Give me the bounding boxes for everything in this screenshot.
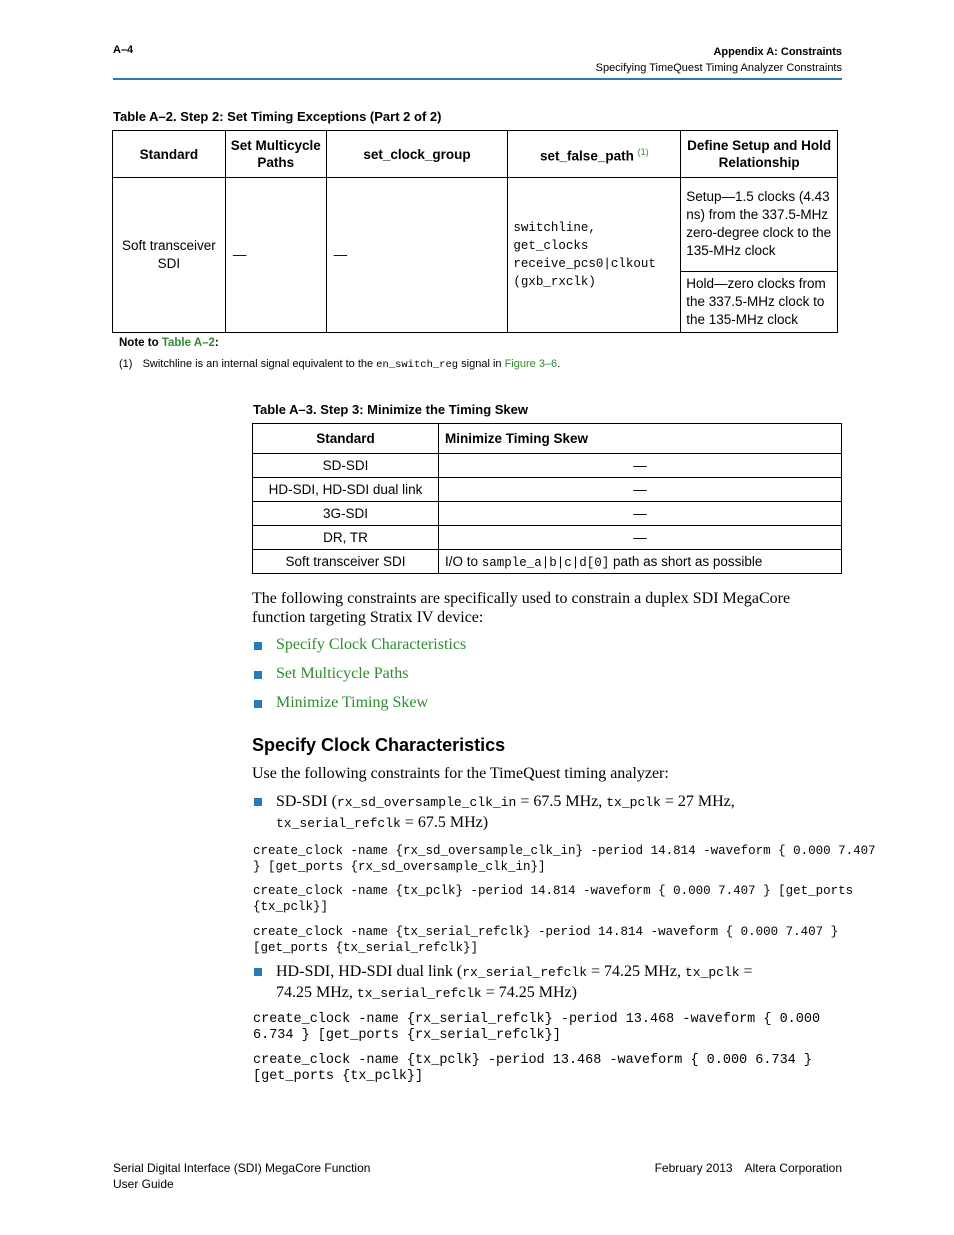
bullet-icon bbox=[254, 642, 262, 650]
bullet-icon bbox=[254, 671, 262, 679]
table-note-title: Note to Table A–2: bbox=[119, 337, 219, 349]
figure-link[interactable]: Figure 3–6 bbox=[504, 358, 558, 370]
running-header bbox=[596, 44, 842, 76]
col-header-setup-hold: Define Setup and Hold Relationship bbox=[681, 131, 838, 178]
company: Altera Corporation bbox=[744, 1161, 842, 1175]
cell-false-path bbox=[508, 178, 681, 333]
bullet-icon bbox=[254, 798, 262, 806]
page-number: A–4 bbox=[113, 44, 134, 56]
header-rule bbox=[113, 78, 842, 80]
bullet-icon bbox=[254, 968, 262, 976]
sd-sdi-bullet: SD-SDI (rx_sd_oversample_clk_in = 67.5 MHz, tx_pclk = 27 MHz, tx_serial_refclk = 67.5 MHz) bbox=[276, 793, 735, 831]
table-header-row bbox=[253, 424, 842, 454]
footer-right bbox=[655, 1160, 842, 1176]
table-a2 bbox=[112, 130, 838, 333]
false-path-line: (gxb_rxclk) bbox=[513, 275, 596, 289]
section-title: Specifying TimeQuest Timing Analyzer Constraints bbox=[595, 62, 842, 74]
false-path-label: set_false_path bbox=[540, 148, 634, 164]
code-block: create_clock -name {tx_pclk} -period 13.468 -waveform { 0.000 6.734 } [get_ports {tx_pclk}] bbox=[253, 1053, 812, 1084]
chapter-title: Appendix A: Constraints bbox=[713, 46, 842, 58]
link-minimize-skew[interactable]: Minimize Timing Skew bbox=[276, 694, 429, 711]
cell-multicycle: — bbox=[225, 178, 326, 333]
cell-setup: Setup—1.5 clocks (4.43 ns) from the 337.5-MHz zero-degree clock to the 135-MHz clock bbox=[681, 178, 838, 272]
cell-standard: Soft transceiver SDI bbox=[113, 178, 226, 333]
bullet-icon bbox=[254, 700, 262, 708]
table-row: 3G-SDI — bbox=[253, 502, 842, 526]
col-header-multicycle: Set Multicycle Paths bbox=[225, 131, 326, 178]
col-header-skew: Minimize Timing Skew bbox=[439, 424, 842, 454]
table-header-row bbox=[113, 131, 838, 178]
intro-paragraph: The following constraints are specifically used to constrain a duplex SDI MegaCore function targeting Stratix IV device: bbox=[252, 590, 791, 626]
col-header-clock-group: set_clock_group bbox=[326, 131, 508, 178]
table-a2-caption: Table A–2. Step 2: Set Timing Exceptions (Part 2 of 2) bbox=[113, 109, 442, 124]
false-path-line: receive_pcs0|clkout bbox=[513, 257, 656, 271]
code-block: create_clock -name {rx_serial_refclk} -period 13.468 -waveform { 0.000 6.734 } [get_ports {rx_serial_refclk}] bbox=[253, 1012, 821, 1043]
table-a3-caption: Table A–3. Step 3: Minimize the Timing Skew bbox=[253, 402, 528, 417]
table-a2-link[interactable]: Table A–2 bbox=[161, 337, 215, 349]
col-header-standard: Standard bbox=[253, 424, 439, 454]
doc-date: February 2013 bbox=[654, 1161, 733, 1175]
hd-sdi-bullet: HD-SDI, HD-SDI dual link (rx_serial_refclk = 74.25 MHz, tx_pclk = 74.25 MHz, tx_serial_refclk = 74.25 MHz) bbox=[276, 963, 753, 1001]
footnote-link[interactable]: (1) bbox=[637, 146, 649, 157]
link-set-multicycle[interactable]: Set Multicycle Paths bbox=[276, 665, 409, 682]
code-block: create_clock -name {rx_sd_oversample_clk_in} -period 14.814 -waveform { 0.000 7.407 } [get_ports {rx_sd_oversample_clk_in}] bbox=[253, 844, 876, 874]
table-row: DR, TR — bbox=[253, 526, 842, 550]
cell-hold: Hold—zero clocks from the 337.5-MHz clock to the 135-MHz clock bbox=[681, 271, 838, 332]
code-block: create_clock -name {tx_serial_refclk} -period 14.814 -waveform { 0.000 7.407 } [get_ports {tx_serial_refclk}] bbox=[253, 925, 839, 955]
table-row: SD-SDI — bbox=[253, 454, 842, 478]
doc-title: Serial Digital Interface (SDI) MegaCore Function bbox=[113, 1161, 371, 1175]
link-specify-clock[interactable]: Specify Clock Characteristics bbox=[276, 636, 467, 653]
doc-subtitle: User Guide bbox=[113, 1177, 174, 1191]
col-header-standard: Standard bbox=[113, 131, 226, 178]
section-lead: Use the following constraints for the TimeQuest timing analyzer: bbox=[252, 765, 669, 782]
note-number: (1) bbox=[119, 358, 133, 370]
false-path-line: switchline, bbox=[513, 221, 596, 235]
table-row: Soft transceiver SDI I/O to sample_a|b|c|d[0] path as short as possible bbox=[253, 550, 842, 574]
table-row bbox=[113, 178, 838, 272]
table-note: (1) Switchline is an internal signal equivalent to the en_switch_reg signal in Figure 3–6. bbox=[119, 358, 561, 371]
code-block: create_clock -name {tx_pclk} -period 14.814 -waveform { 0.000 7.407 } [get_ports {tx_pclk}] bbox=[253, 884, 854, 914]
table-a3 bbox=[252, 423, 842, 574]
cell-clock-group: — bbox=[326, 178, 508, 333]
false-path-line: get_clocks bbox=[513, 239, 589, 253]
col-header-false-path bbox=[508, 131, 681, 178]
footer-left bbox=[113, 1160, 370, 1192]
note-code: en_switch_reg bbox=[376, 359, 459, 371]
section-heading: Specify Clock Characteristics bbox=[252, 735, 506, 755]
table-row: HD-SDI, HD-SDI dual link — bbox=[253, 478, 842, 502]
